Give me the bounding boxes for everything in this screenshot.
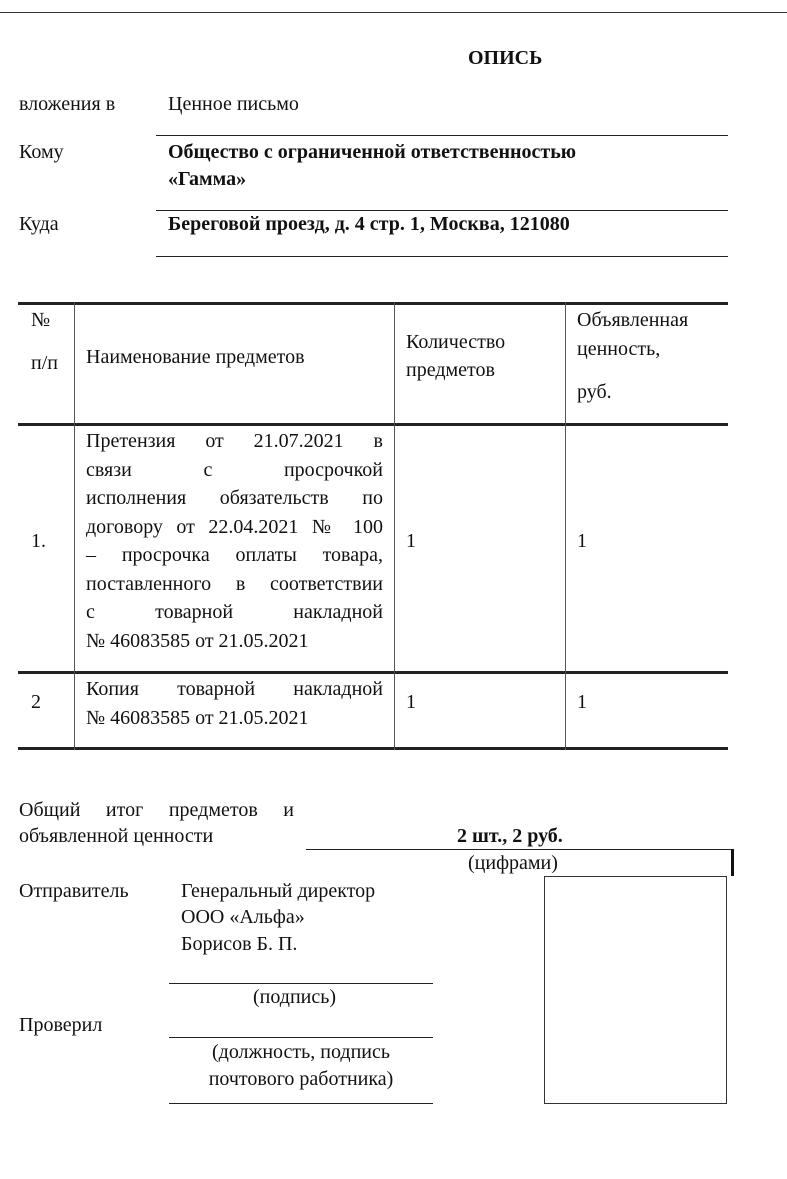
row-1-name-line: поставленного в соответствии [86,572,383,595]
row-1-name-line: – просрочка оплаты товара, [86,544,383,566]
total-label-line2: объявленной ценности [19,825,214,847]
checked-signature-line [169,1037,433,1038]
attachment-underline [156,135,728,136]
header-name: Наименование предметов [86,346,305,368]
top-rule [0,12,787,13]
to-label: Кому [19,141,64,163]
header-qty-line2: предметов [406,359,495,381]
row-1-qty: 1 [406,530,416,552]
checked-label: Проверил [19,1014,103,1036]
checked-caption-line1: (должность, подпись [211,1041,391,1063]
to-value-line1: Общество с ограниченной ответственностью [168,141,577,163]
row-1-name [86,427,383,655]
row-1-name-line: связи с просрочкой [86,458,383,481]
row-1-name-line: № 46083585 от 21.05.2021 [86,629,309,652]
where-label: Куда [19,213,59,235]
row-2-name-line: № 46083585 от 21.05.2021 [86,706,309,729]
table-col-divider-1 [74,302,75,750]
to-value-line2: «Гамма» [168,168,247,190]
row-2-name [86,675,383,732]
row-1-name-line: с товарной накладной [86,601,383,623]
table-header-border [18,423,728,426]
sender-line3: Борисов Б. П. [181,933,298,955]
where-value: Береговой проезд, д. 4 стр. 1, Москва, 121080 [168,213,570,235]
header-num-line2: п/п [31,352,58,374]
row-1-name-line: договору от 22.04.2021 № 100 [86,515,383,538]
row-1-name-line: исполнения обязательств по [86,487,383,509]
sender-signature-caption: (подпись) [253,986,337,1008]
table-col-divider-2 [394,302,395,750]
row-2-name-line: Копия товарной накладной [86,678,383,700]
sender-line1: Генеральный директор [181,880,376,902]
total-caption: (цифрами) [468,852,558,874]
header-value-line3: руб. [577,381,612,403]
attachment-value: Ценное письмо [168,93,299,115]
sender-signature-line [169,983,433,984]
table-row-border [18,671,728,674]
total-end-mark [731,849,734,876]
table-top-border [18,302,728,305]
checked-bottom-line [169,1103,433,1104]
table-col-divider-3 [565,302,566,750]
header-num-line1: № [31,309,51,331]
header-value-line2: ценность, [577,338,661,360]
header-qty-line1: Количество [406,331,506,353]
checked-caption-line2: почтового работника) [208,1068,394,1090]
total-underline [306,849,734,850]
row-1-name-line: Претензия от 21.07.2021 в [86,430,383,452]
table-bottom-border [18,747,728,750]
attachment-label: вложения в [19,93,116,115]
page-title: ОПИСЬ [468,47,543,69]
stamp-box [544,876,727,1104]
sender-label: Отправитель [19,880,129,902]
total-value: 2 шт., 2 руб. [457,825,563,847]
row-1-num: 1. [31,530,46,552]
row-1-value: 1 [577,530,587,552]
row-2-qty: 1 [406,691,416,713]
where-underline [156,256,728,257]
row-2-num: 2 [31,691,41,713]
to-underline [156,210,728,211]
total-label-line1: Общий итог предметов и [19,799,294,821]
row-2-value: 1 [577,691,587,713]
sender-line2: ООО «Альфа» [181,906,305,928]
header-value-line1: Объявленная [577,309,689,331]
